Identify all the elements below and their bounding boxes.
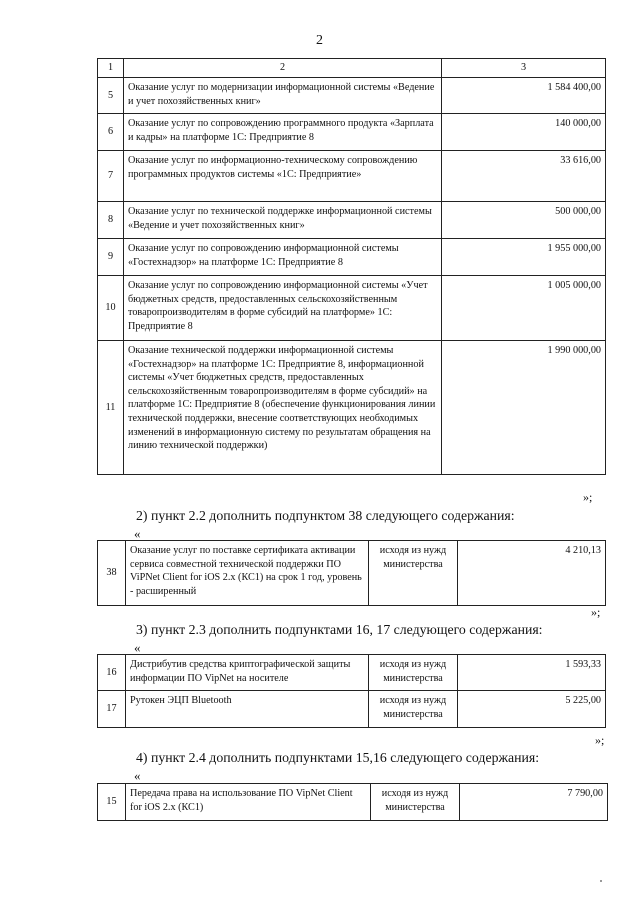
row-description: Оказание услуг по сопровождению программного продукта «Зарплата и кадры» на платформе 1С: Предприятие 8 — [124, 114, 442, 151]
row-amount: 5 225,00 — [458, 691, 606, 728]
table-row — [98, 239, 606, 276]
row-basis: исходя из нужд министерства — [371, 784, 460, 821]
row-amount: 1 584 400,00 — [442, 78, 606, 114]
table-row — [98, 151, 606, 202]
row-amount: 1 990 000,00 — [442, 341, 606, 475]
row-basis: исходя из нужд министерства — [369, 655, 458, 691]
row-amount: 33 616,00 — [442, 151, 606, 202]
row-number: 15 — [98, 784, 126, 821]
paragraph-heading: 3) пункт 2.3 дополнить подпунктами 16, 17 следующего содержания: — [136, 622, 543, 637]
row-description: Оказание услуг по модернизации информационной системы «Ведение и учет похозяйственных книг» — [124, 78, 442, 114]
opening-quote: « — [134, 640, 141, 655]
closing-quote: »; — [583, 490, 593, 504]
row-description: Оказание услуг по технической поддержке информационной системы «Ведение и учет похозяйственных книг» — [124, 202, 442, 239]
header-col-2: 2 — [124, 59, 442, 78]
table-row — [98, 655, 606, 691]
row-amount: 4 210,13 — [458, 541, 606, 606]
row-description: Оказание услуг по сопровождению информационной системы «Гостехнадзор» на платформе 1С: Предприятие 8 — [124, 239, 442, 276]
table-row — [98, 691, 606, 728]
row-number: 7 — [98, 151, 124, 202]
table-row — [98, 78, 606, 114]
scan-speck — [600, 880, 602, 882]
opening-quote: « — [134, 768, 141, 783]
row-description: Оказание услуг по поставке сертификата активации сервиса совместной технической поддержки ПО ViPNet Client for iOS 2.x (КС1) на срок 1 год, уровень - расширенный — [126, 541, 369, 606]
row-number: 38 — [98, 541, 126, 606]
row-description: Оказание услуг по сопровождению информационной системы «Учет бюджетных средств, предоставленных сельскохозяйственным товаропроизводителям в форме субсидий на платформе» 1С: Предприятие 8 — [124, 276, 442, 341]
row-description: Дистрибутив средства криптографической защиты информации ПО VipNet на носителе — [126, 655, 369, 691]
header-col-1: 1 — [98, 59, 124, 78]
row-number: 5 — [98, 78, 124, 114]
header-col-3: 3 — [442, 59, 606, 78]
costs-table-2-3 — [97, 654, 606, 728]
closing-quote: »; — [591, 605, 601, 619]
opening-quote: « — [134, 526, 141, 541]
row-number: 10 — [98, 276, 124, 341]
row-amount: 1 593,33 — [458, 655, 606, 691]
row-amount: 500 000,00 — [442, 202, 606, 239]
closing-quote: »; — [595, 733, 605, 747]
table-row — [98, 541, 606, 606]
row-description: Оказание услуг по информационно-техническому сопровождению программных продуктов системы «1С: Предприятие» — [124, 151, 442, 202]
paragraph-heading: 4) пункт 2.4 дополнить подпунктами 15,16 следующего содержания: — [136, 750, 540, 765]
row-amount: 1 955 000,00 — [442, 239, 606, 276]
paragraph-heading: 2) пункт 2.2 дополнить подпунктом 38 следующего содержания: — [136, 508, 515, 523]
row-number: 6 — [98, 114, 124, 151]
page-number: 2 — [316, 33, 323, 48]
table-row — [98, 341, 606, 475]
table-row — [98, 276, 606, 341]
row-number: 16 — [98, 655, 126, 691]
row-number: 11 — [98, 341, 124, 475]
row-number: 17 — [98, 691, 126, 728]
row-number: 9 — [98, 239, 124, 276]
row-basis: исходя из нужд министерства — [369, 691, 458, 728]
row-description: Оказание технической поддержки информационной системы «Гостехнадзор» на платформе 1С: Предприятие 8, информационной системы «Учет бюджетных средств, предоставленных сельскохозяйственным товаропроизводителям в форме субсидий» на платформе 1С: Предприятие 8 (обеспечение функционирования линии технической поддержки, внесение соответствующих необходимых изменений в информационную систему по результатам обращения на линию технической поддержки) — [124, 341, 442, 475]
row-amount: 1 005 000,00 — [442, 276, 606, 341]
row-description: Рутокен ЭЦП Bluetooth — [126, 691, 369, 728]
table-header-row — [98, 59, 606, 78]
costs-table-2-4 — [97, 783, 608, 821]
row-amount: 7 790,00 — [460, 784, 608, 821]
table-row — [98, 784, 608, 821]
row-description: Передача права на использование ПО VipNet Client for iOS 2.x (КС1) — [126, 784, 371, 821]
row-basis: исходя из нужд министерства — [369, 541, 458, 606]
costs-table-main — [97, 58, 606, 475]
row-number: 8 — [98, 202, 124, 239]
row-amount: 140 000,00 — [442, 114, 606, 151]
table-row — [98, 114, 606, 151]
table-row — [98, 202, 606, 239]
costs-table-2-2 — [97, 540, 606, 606]
